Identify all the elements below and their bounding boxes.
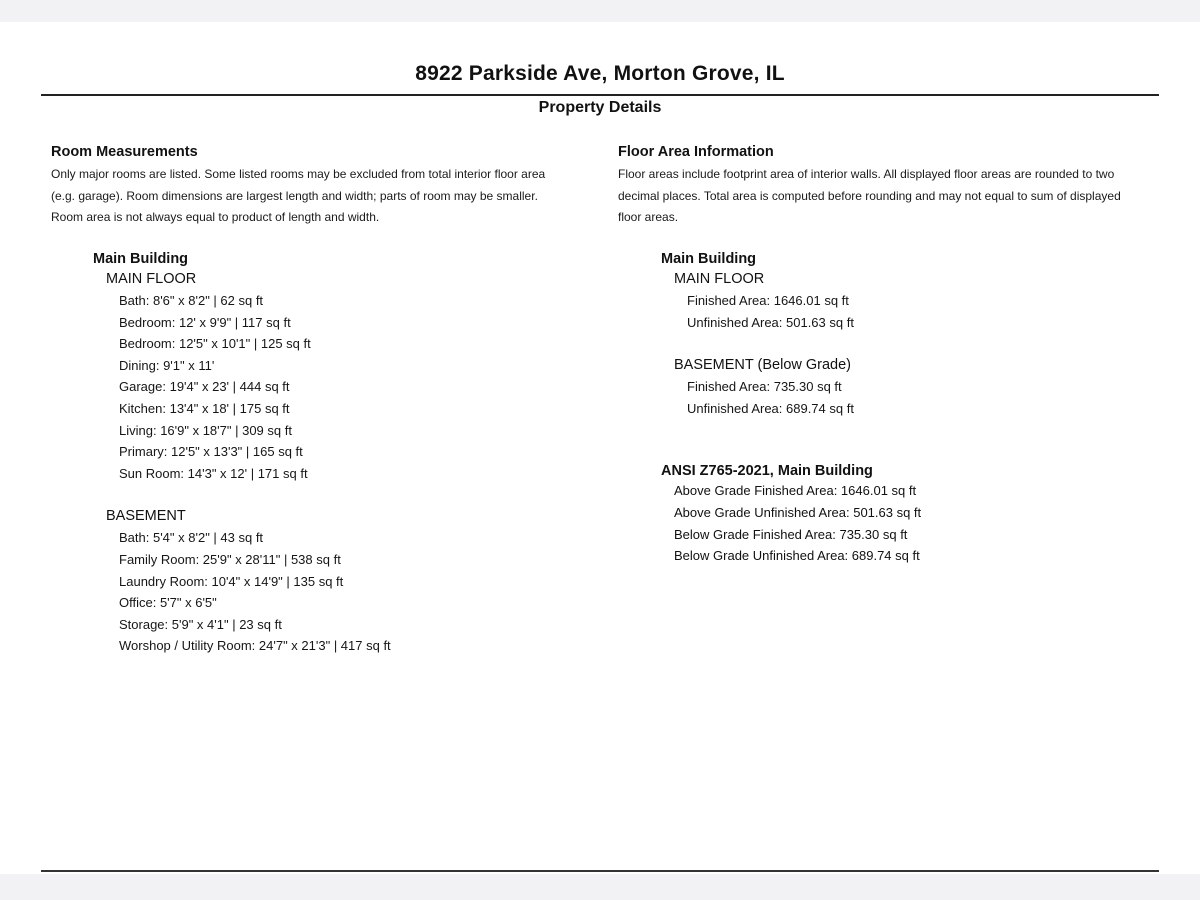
building-heading: Main Building: [661, 251, 757, 268]
room-item: Dining: 9'1" x 11': [119, 357, 215, 373]
ansi-item: Below Grade Finished Area: 735.30 sq ft: [674, 526, 908, 542]
description-line: floor areas.: [618, 210, 679, 225]
room-measurements-description: [51, 164, 586, 229]
footer-divider: [41, 870, 1159, 872]
room-item: Laundry Room: 10'4" x 14'9" | 135 sq ft: [119, 573, 344, 589]
ansi-heading: ANSI Z765-2021, Main Building: [661, 463, 873, 480]
floor-area-heading: Floor Area Information: [618, 144, 774, 160]
description-line: (e.g. garage). Room dimensions are largest length and width; parts of room may be smaller.: [51, 188, 538, 203]
room-item: Bedroom: 12'5" x 10'1" | 125 sq ft: [119, 336, 311, 352]
ansi-item: Above Grade Unfinished Area: 501.63 sq ft: [674, 505, 922, 521]
description-line: Floor areas include footprint area of interior walls. All displayed floor areas are rounded to two: [618, 167, 1115, 181]
room-measurements-section: [51, 144, 586, 657]
unfinished-area: Unfinished Area: 689.74 sq ft: [687, 400, 854, 416]
ansi-item: Above Grade Finished Area: 1646.01 sq ft: [674, 483, 917, 499]
main-floor-heading: MAIN FLOOR: [106, 271, 197, 288]
room-measurements-heading: Room Measurements: [51, 144, 198, 160]
room-item: Primary: 12'5" x 13'3" | 165 sq ft: [119, 444, 303, 460]
room-item: Garage: 19'4" x 23' | 444 sq ft: [119, 379, 290, 395]
description-line: Only major rooms are listed. Some listed rooms may be excluded from total interior floor area: [51, 167, 546, 181]
room-item: Bedroom: 12' x 9'9" | 117 sq ft: [119, 314, 291, 330]
floor-area-section: [618, 144, 1168, 567]
page-subtitle: Property Details: [538, 99, 662, 116]
description-line: Room area is not always equal to product of length and width.: [51, 210, 380, 225]
header-divider: [41, 94, 1159, 96]
document-page: [0, 22, 1200, 874]
unfinished-area: Unfinished Area: 501.63 sq ft: [687, 314, 854, 330]
room-item: Storage: 5'9" x 4'1" | 23 sq ft: [119, 616, 282, 632]
description-line: decimal places. Total area is computed before rounding and may not equal to sum of displayed: [618, 188, 1121, 203]
main-floor-heading: MAIN FLOOR: [674, 271, 765, 288]
room-item: Bath: 8'6" x 8'2" | 62 sq ft: [119, 293, 264, 309]
ansi-item: Below Grade Unfinished Area: 689.74 sq ft: [674, 548, 920, 564]
basement-heading: BASEMENT: [106, 508, 186, 525]
room-item: Worshop / Utility Room: 24'7" x 21'3" | 417 sq ft: [119, 638, 391, 654]
room-item: Living: 16'9" x 18'7" | 309 sq ft: [119, 422, 292, 438]
basement-heading: BASEMENT (Below Grade): [674, 357, 852, 374]
room-item: Sun Room: 14'3" x 12' | 171 sq ft: [119, 465, 308, 481]
finished-area: Finished Area: 735.30 sq ft: [687, 379, 842, 395]
room-item: Family Room: 25'9" x 28'11" | 538 sq ft: [119, 552, 341, 568]
building-heading: Main Building: [93, 251, 189, 268]
room-item: Bath: 5'4" x 8'2" | 43 sq ft: [119, 530, 264, 546]
floor-area-description: [618, 164, 1168, 229]
room-item: Kitchen: 13'4" x 18' | 175 sq ft: [119, 401, 290, 417]
room-item: Office: 5'7" x 6'5": [119, 595, 217, 611]
finished-area: Finished Area: 1646.01 sq ft: [687, 293, 849, 309]
page-title: 8922 Parkside Ave, Morton Grove, IL: [415, 62, 785, 85]
